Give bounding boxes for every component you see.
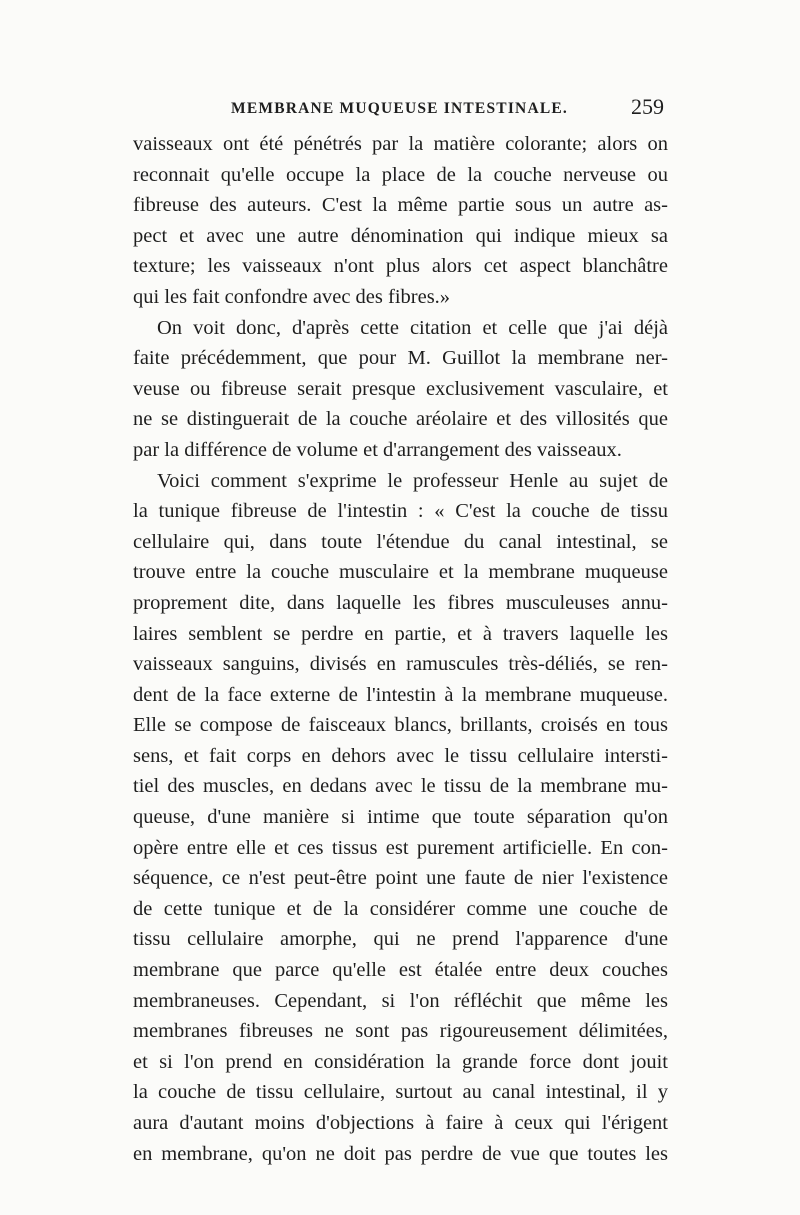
text-line: aura d'autant moins d'objections à faire à ceux qui l'érigent: [133, 1112, 668, 1134]
text-line: proprement dite, dans laquelle les fibres musculeuses annu-: [133, 591, 668, 614]
text-line: texture; les vaisseaux n'ont plus alors cet aspect blanchâtre: [133, 255, 668, 278]
text-line: vaisseaux ont été pénétrés par la matière colorante; alors on: [133, 133, 668, 155]
text-line: trouve entre la couche musculaire et la membrane muqueuse: [133, 561, 668, 584]
text-line: de cette tunique et de la considérer comme une couche de: [133, 897, 668, 920]
text-line: membrane que parce qu'elle est étalée entre deux couches: [133, 959, 668, 982]
text-line: ne se distinguerait de la couche aréolaire et des villosités que: [133, 408, 668, 431]
text-line: Voici comment s'exprime le professeur Henle au sujet de: [157, 469, 668, 492]
text-line: en membrane, qu'on ne doit pas perdre de vue que toutes les: [133, 1142, 668, 1165]
text-line: la couche de tissu cellulaire, surtout au canal intestinal, il y: [133, 1081, 668, 1104]
text-line: veuse ou fibreuse serait presque exclusivement vasculaire, et: [133, 377, 668, 400]
text-line: Elle se compose de faisceaux blancs, brillants, croisés en tous: [133, 714, 668, 737]
text-line: la tunique fibreuse de l'intestin : « C'est la couche de tissu: [133, 500, 668, 523]
text-line: membranes fibreuses ne sont pas rigoureusement délimitées,: [133, 1020, 668, 1043]
text-line: cellulaire qui, dans toute l'étendue du canal intestinal, se: [133, 530, 668, 553]
text-line: vaisseaux sanguins, divisés en ramuscules très-déliés, se ren-: [133, 653, 668, 676]
text-line: On voit donc, d'après cette citation et celle que j'ai déjà: [157, 316, 668, 339]
text-line: tissu cellulaire amorphe, qui ne prend l'apparence d'une: [133, 928, 668, 951]
text-line: sens, et fait corps en dehors avec le tissu cellulaire intersti-: [133, 744, 668, 767]
text-line: fibreuse des auteurs. C'est la même partie sous un autre as-: [133, 194, 668, 217]
text-line: laires semblent se perdre en partie, et à travers laquelle les: [133, 622, 668, 645]
text-line: reconnait qu'elle occupe la place de la couche nerveuse ou: [133, 163, 668, 186]
text-line: opère entre elle et ces tissus est purement artificielle. En con-: [133, 836, 668, 859]
text-line: faite précédemment, que pour M. Guillot la membrane ner-: [133, 347, 668, 370]
text-line: qui les fait confondre avec des fibres.»: [133, 285, 451, 308]
running-title: MEMBRANE MUQUEUSE INTESTINALE.: [231, 100, 569, 117]
text-line: séquence, ce n'est peut-être point une faute de nier l'existence: [133, 867, 668, 890]
text-line: tiel des muscles, en dedans avec le tissu de la membrane mu-: [133, 775, 668, 798]
page-header: [133, 94, 668, 124]
text-line: par la différence de volume et d'arrangement des vaisseaux.: [133, 438, 622, 461]
text-line: membraneuses. Cependant, si l'on réfléchit que même les: [133, 989, 668, 1012]
text-line: queuse, d'une manière si intime que toute séparation qu'on: [133, 806, 668, 829]
body-text: [133, 129, 668, 1169]
text-line: pect et avec une autre dénomination qui indique mieux sa: [133, 224, 668, 247]
page-number: 259: [631, 94, 664, 119]
text-line: dent de la face externe de l'intestin à la membrane muqueuse.: [133, 683, 668, 706]
text-line: et si l'on prend en considération la grande force dont jouit: [133, 1050, 668, 1073]
